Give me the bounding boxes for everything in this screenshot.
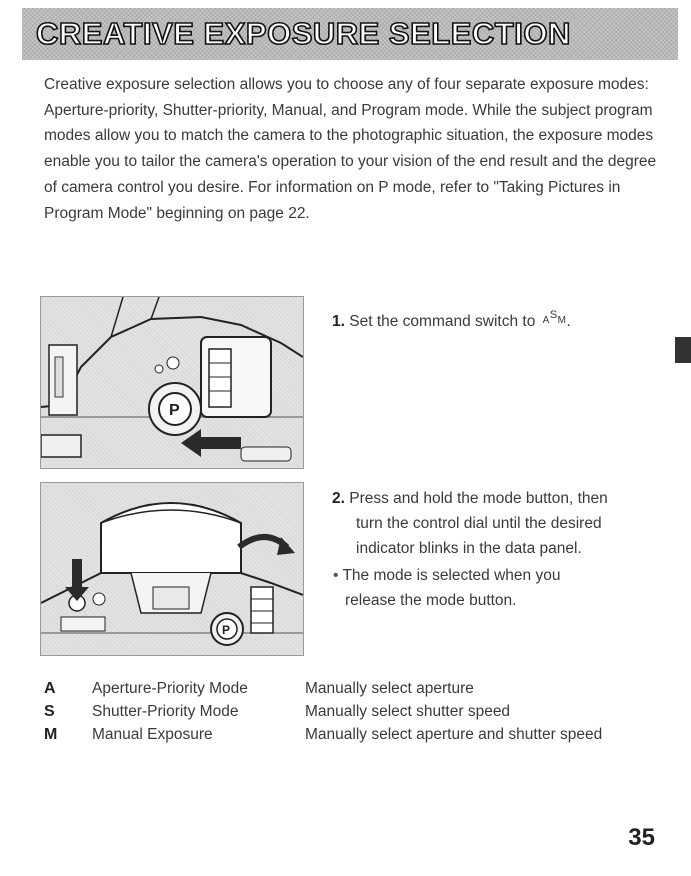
step-1-number: 1. xyxy=(332,313,345,330)
section-title: CREATIVE EXPOSURE SELECTION xyxy=(36,16,571,51)
step-2-number: 2. xyxy=(332,490,345,507)
step-1-suffix: . xyxy=(566,313,571,330)
step-1 xyxy=(332,309,571,336)
mode-letter: M xyxy=(44,726,58,743)
mode-letter: A xyxy=(44,680,56,697)
step-2-line-1: Press and hold the mode button, then xyxy=(349,490,608,507)
page-tab-marker xyxy=(675,337,691,363)
note-bullet: • xyxy=(333,567,339,584)
mode-description: Manually select aperture and shutter speed xyxy=(305,726,603,743)
asm-m-letter: M xyxy=(557,315,567,326)
camera-top-view-drawing xyxy=(41,297,303,468)
step-1-text: Set the command switch to xyxy=(349,313,536,330)
asm-s-letter: S xyxy=(549,309,558,321)
mode-description: Manually select aperture xyxy=(305,680,474,697)
section-title-bar xyxy=(22,8,678,60)
camera-front-view-drawing xyxy=(41,483,303,655)
step-2-line-2: turn the control dial until the desired xyxy=(356,515,602,532)
mode-name: Aperture-Priority Mode xyxy=(92,680,248,697)
note-line-2: release the mode button. xyxy=(345,592,517,609)
mode-letter: S xyxy=(44,703,55,720)
step-2-line-3: indicator blinks in the data panel. xyxy=(356,540,582,557)
fig1-mode-label: P xyxy=(169,402,180,419)
page-number: 35 xyxy=(628,824,655,851)
asm-a-letter: A xyxy=(542,315,550,326)
command-switch-illustration xyxy=(40,296,304,469)
note-line-1: The mode is selected when you xyxy=(342,567,561,584)
intro-paragraph: Creative exposure selection allows you to choose any of four separate exposure modes: Aperture-priority, Shutter-priority, Manual, and Program mode. While the subject program modes allow you to match the camera to the photographic situation, the exposure modes enable you to tailor the camera's operation to your vision of the end result and the degree of camera control you desire. For information on P mode, refer to "Taking Pictures in Program Mode" beginning on page 22. xyxy=(44,76,657,222)
step-2 xyxy=(332,486,662,561)
mode-name: Shutter-Priority Mode xyxy=(92,703,239,720)
mode-selection-note xyxy=(333,563,653,613)
mode-name: Manual Exposure xyxy=(92,726,213,743)
mode-description: Manually select shutter speed xyxy=(305,703,511,720)
mode-button-dial-illustration xyxy=(40,482,304,656)
fig2-mode-label: P xyxy=(222,623,231,637)
command-switch-asm-symbol xyxy=(543,308,567,333)
